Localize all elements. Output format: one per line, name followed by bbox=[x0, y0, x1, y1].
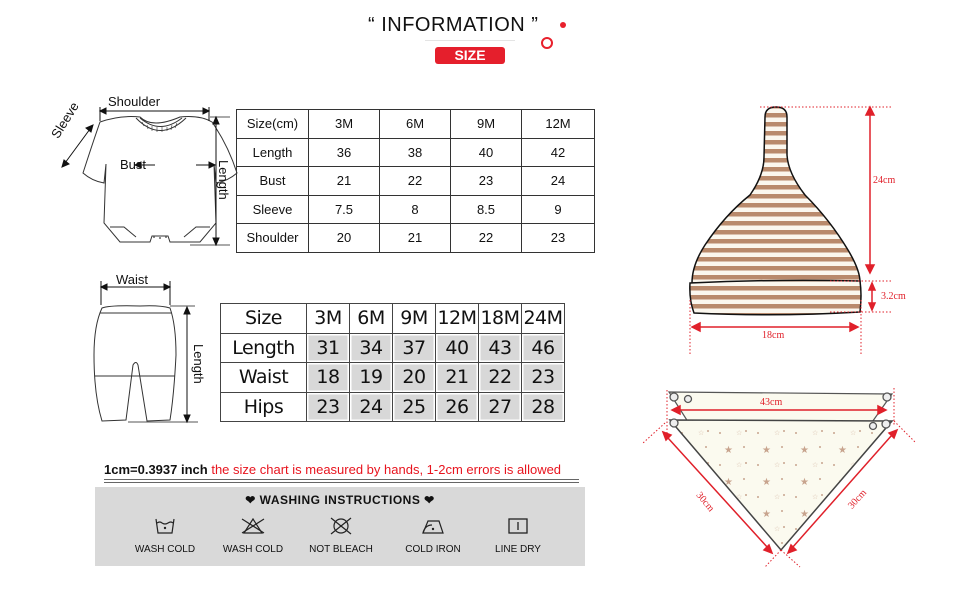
bib-right-side-label: 30cm bbox=[846, 487, 870, 512]
wash-item bbox=[115, 517, 215, 555]
table-cell: 26 bbox=[436, 392, 479, 422]
table-header-cell: 9M bbox=[451, 110, 522, 139]
bodysuit-length-label: Length bbox=[216, 160, 231, 200]
table-cell: 7.5 bbox=[309, 195, 380, 224]
table-cell: 37 bbox=[393, 333, 436, 363]
table-cell: 31 bbox=[307, 333, 350, 363]
table-cell: 46 bbox=[522, 333, 565, 363]
table-cell: 28 bbox=[522, 392, 565, 422]
hat-width-label: 18cm bbox=[762, 330, 785, 341]
wash-item-label: WASH COLD bbox=[222, 544, 284, 555]
sleeve-label: Sleeve bbox=[48, 99, 82, 141]
table-cell: 21 bbox=[309, 167, 380, 196]
hat-brim-label: 3.2cm bbox=[881, 291, 906, 302]
table-cell: 38 bbox=[380, 138, 451, 167]
wash-item-label: WASH COLD bbox=[134, 544, 196, 555]
table-cell: 21 bbox=[436, 363, 479, 393]
table-header-cell: Size(cm) bbox=[237, 110, 309, 139]
table-cell: 22 bbox=[451, 224, 522, 253]
table-row bbox=[237, 224, 595, 253]
table-row bbox=[221, 363, 565, 393]
wash-item-label: COLD IRON bbox=[405, 544, 461, 555]
table-cell: 43 bbox=[479, 333, 522, 363]
shoulder-label: Shoulder bbox=[108, 94, 161, 109]
measurement-note bbox=[104, 462, 561, 477]
table-cell: 27 bbox=[479, 392, 522, 422]
wash-item-label: LINE DRY bbox=[495, 544, 541, 555]
no-tumble-dry-icon bbox=[328, 517, 354, 535]
table-cell: 19 bbox=[350, 363, 393, 393]
table-header-cell: 24M bbox=[522, 304, 565, 334]
divider bbox=[104, 479, 579, 480]
table-header-row bbox=[237, 110, 595, 139]
wash-item bbox=[468, 517, 568, 555]
divider bbox=[104, 482, 579, 483]
table-header-row bbox=[221, 304, 565, 334]
table-header-cell: 6M bbox=[380, 110, 451, 139]
table-row bbox=[221, 333, 565, 363]
row-label: Hips bbox=[221, 392, 307, 422]
washing-title: ❤ WASHING INSTRUCTIONS ❤ bbox=[245, 493, 435, 507]
table-header-cell: 12M bbox=[522, 110, 595, 139]
pants-length-label: Length bbox=[191, 344, 206, 384]
table-cell: 8 bbox=[380, 195, 451, 224]
table-cell: 8.5 bbox=[451, 195, 522, 224]
row-label: Bust bbox=[237, 167, 309, 196]
bib-illustration bbox=[640, 375, 930, 565]
table-cell: 36 bbox=[309, 138, 380, 167]
table-cell: 42 bbox=[522, 138, 595, 167]
decorative-circle bbox=[541, 37, 553, 49]
table-cell: 9 bbox=[522, 195, 595, 224]
table-cell: 40 bbox=[436, 333, 479, 363]
bib-left-side-label: 30cm bbox=[693, 490, 717, 515]
hat-height-label: 24cm bbox=[873, 175, 896, 186]
table-cell: 20 bbox=[309, 224, 380, 253]
decorative-dot bbox=[560, 22, 566, 28]
row-label: Shoulder bbox=[237, 224, 309, 253]
table-row bbox=[221, 392, 565, 422]
bust-label: Bust bbox=[120, 157, 147, 172]
table-cell: 40 bbox=[451, 138, 522, 167]
bib-top-width-label: 43cm bbox=[760, 397, 783, 408]
row-label: Sleeve bbox=[237, 195, 309, 224]
bodysuit-size-table bbox=[236, 109, 595, 253]
conversion-text: 1cm=0.3937 inch bbox=[104, 462, 208, 477]
table-cell: 21 bbox=[380, 224, 451, 253]
table-header-cell: 18M bbox=[479, 304, 522, 334]
table-cell: 23 bbox=[307, 392, 350, 422]
table-header-cell: Size bbox=[221, 304, 307, 334]
table-header-cell: 3M bbox=[309, 110, 380, 139]
wash-tub-icon bbox=[154, 517, 176, 535]
row-label: Length bbox=[237, 138, 309, 167]
iron-icon bbox=[420, 517, 446, 535]
pants-size-table bbox=[220, 303, 565, 422]
table-row bbox=[237, 195, 595, 224]
table-header-cell: 9M bbox=[393, 304, 436, 334]
wash-item bbox=[291, 517, 391, 555]
table-cell: 23 bbox=[451, 167, 522, 196]
table-row bbox=[237, 138, 595, 167]
table-header-cell: 12M bbox=[436, 304, 479, 334]
table-cell: 24 bbox=[350, 392, 393, 422]
row-label: Length bbox=[221, 333, 307, 363]
line-dry-icon bbox=[507, 517, 529, 535]
disclaimer-text: the size chart is measured by hands, 1-2cm errors is allowed bbox=[207, 462, 562, 477]
size-badge: SIZE bbox=[435, 47, 505, 64]
title-divider bbox=[425, 40, 515, 41]
page-title: “ INFORMATION ” bbox=[368, 14, 539, 36]
table-cell: 22 bbox=[380, 167, 451, 196]
table-cell: 23 bbox=[522, 224, 595, 253]
washing-instructions-panel bbox=[95, 487, 585, 566]
table-cell: 18 bbox=[307, 363, 350, 393]
hat-illustration bbox=[680, 95, 920, 355]
wash-item bbox=[203, 517, 303, 555]
wash-item-label: NOT BLEACH bbox=[309, 544, 373, 555]
table-cell: 34 bbox=[350, 333, 393, 363]
table-row bbox=[237, 167, 595, 196]
table-header-cell: 6M bbox=[350, 304, 393, 334]
table-cell: 23 bbox=[522, 363, 565, 393]
table-cell: 22 bbox=[479, 363, 522, 393]
table-header-cell: 3M bbox=[307, 304, 350, 334]
no-bleach-triangle-icon bbox=[240, 517, 266, 535]
row-label: Waist bbox=[221, 363, 307, 393]
table-cell: 24 bbox=[522, 167, 595, 196]
table-cell: 20 bbox=[393, 363, 436, 393]
table-cell: 25 bbox=[393, 392, 436, 422]
waist-label: Waist bbox=[116, 272, 149, 287]
